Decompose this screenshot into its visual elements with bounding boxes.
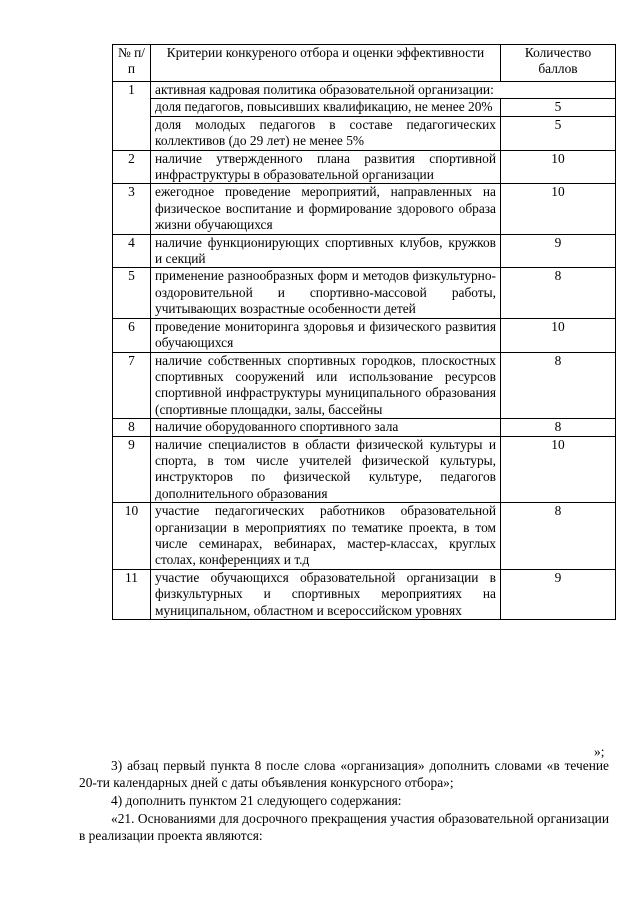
row-criterion: участие педагогических работников образовательной организации в мероприятиях по тематике проекта, в том числе семинарах, вебинарах, мастер-классах, круглых столах, конференциях и т.д [151,503,501,570]
row-points: 5 [501,99,616,116]
paragraph-item-3: 3) абзац первый пункта 8 после слова «организация» дополнить словами «в течение 20-ти календарных дней с даты объявления конкурсного отбора»; [79,758,609,790]
row-points: 10 [501,184,616,234]
row-num: 8 [113,419,151,436]
row-points: 10 [501,150,616,184]
table-row [113,150,616,184]
table-row [113,503,616,570]
row-criterion: проведение мониторинга здоровья и физического развития обучающихся [151,318,501,352]
row-num: 3 [113,184,151,234]
row-points: 5 [501,116,616,150]
table-header-row [113,45,616,82]
row-criterion: наличие оборудованного спортивного зала [151,419,501,436]
row-criterion: активная кадровая политика образовательной организации: [151,82,616,99]
row-points: 9 [501,569,616,619]
row-criterion: наличие собственных спортивных городков, плоскостных спортивных сооружений или использование ресурсов спортивной инфраструктуры муниципального образования (спортивные площадки, залы, бассейны [151,352,501,419]
row-criterion: доля педагогов, повысивших квалификацию, не менее 20% [151,99,501,116]
row-criterion: наличие функционирующих спортивных клубов, кружков и секций [151,234,501,268]
table-row [113,318,616,352]
row-num: 4 [113,234,151,268]
table-row [113,268,616,318]
row-num: 2 [113,150,151,184]
row-num: 10 [113,503,151,570]
table-row [113,184,616,234]
header-num: № п/п [113,45,151,82]
table-row [113,82,616,99]
row-criterion: применение разнообразных форм и методов физкультурно-оздоровительной и спортивно-массовой работы, учитывающих возрастные особенности детей [151,268,501,318]
criteria-table [112,44,616,620]
row-num: 7 [113,352,151,419]
header-criteria: Критерии конкуреного отбора и оценки эффективности [151,45,501,82]
row-criterion: наличие утвержденного плана развития спортивной инфраструктуры в образовательной организации [151,150,501,184]
paragraph-item-21: «21. Основаниями для досрочного прекращения участия образовательной организации в реализации проекта являются: [79,811,609,843]
row-criterion: участие обучающихся образовательной организации в физкультурных и спортивных мероприятиях на муниципальном, областном и всероссийском уровнях [151,569,501,619]
row-criterion: доля молодых педагогов в составе педагогических коллективов (до 29 лет) не менее 5% [151,116,501,150]
table-row [113,234,616,268]
table-row [113,436,616,503]
row-points: 8 [501,268,616,318]
row-points: 8 [501,419,616,436]
row-num: 6 [113,318,151,352]
row-num: 9 [113,436,151,503]
row-points: 8 [501,352,616,419]
table-row [113,419,616,436]
row-points: 10 [501,436,616,503]
paragraph-item-4: 4) дополнить пунктом 21 следующего содержания: [111,793,402,808]
row-num: 11 [113,569,151,619]
row-num: 5 [113,268,151,318]
row-criterion: ежегодное проведение мероприятий, направленных на физическое воспитание и формирование здорового образа жизни обучающихся [151,184,501,234]
table-row [113,99,616,116]
row-num: 1 [113,82,151,151]
closing-quote: »; [594,744,605,759]
row-points: 9 [501,234,616,268]
table-row [113,569,616,619]
row-criterion: наличие специалистов в области физической культуры и спорта, в том числе учителей физической культуры, инструкторов по физической культуре, педагогов дополнительного образования [151,436,501,503]
table-row [113,352,616,419]
row-points: 10 [501,318,616,352]
table-row [113,116,616,150]
row-points: 8 [501,503,616,570]
header-points: Количество баллов [501,45,616,82]
